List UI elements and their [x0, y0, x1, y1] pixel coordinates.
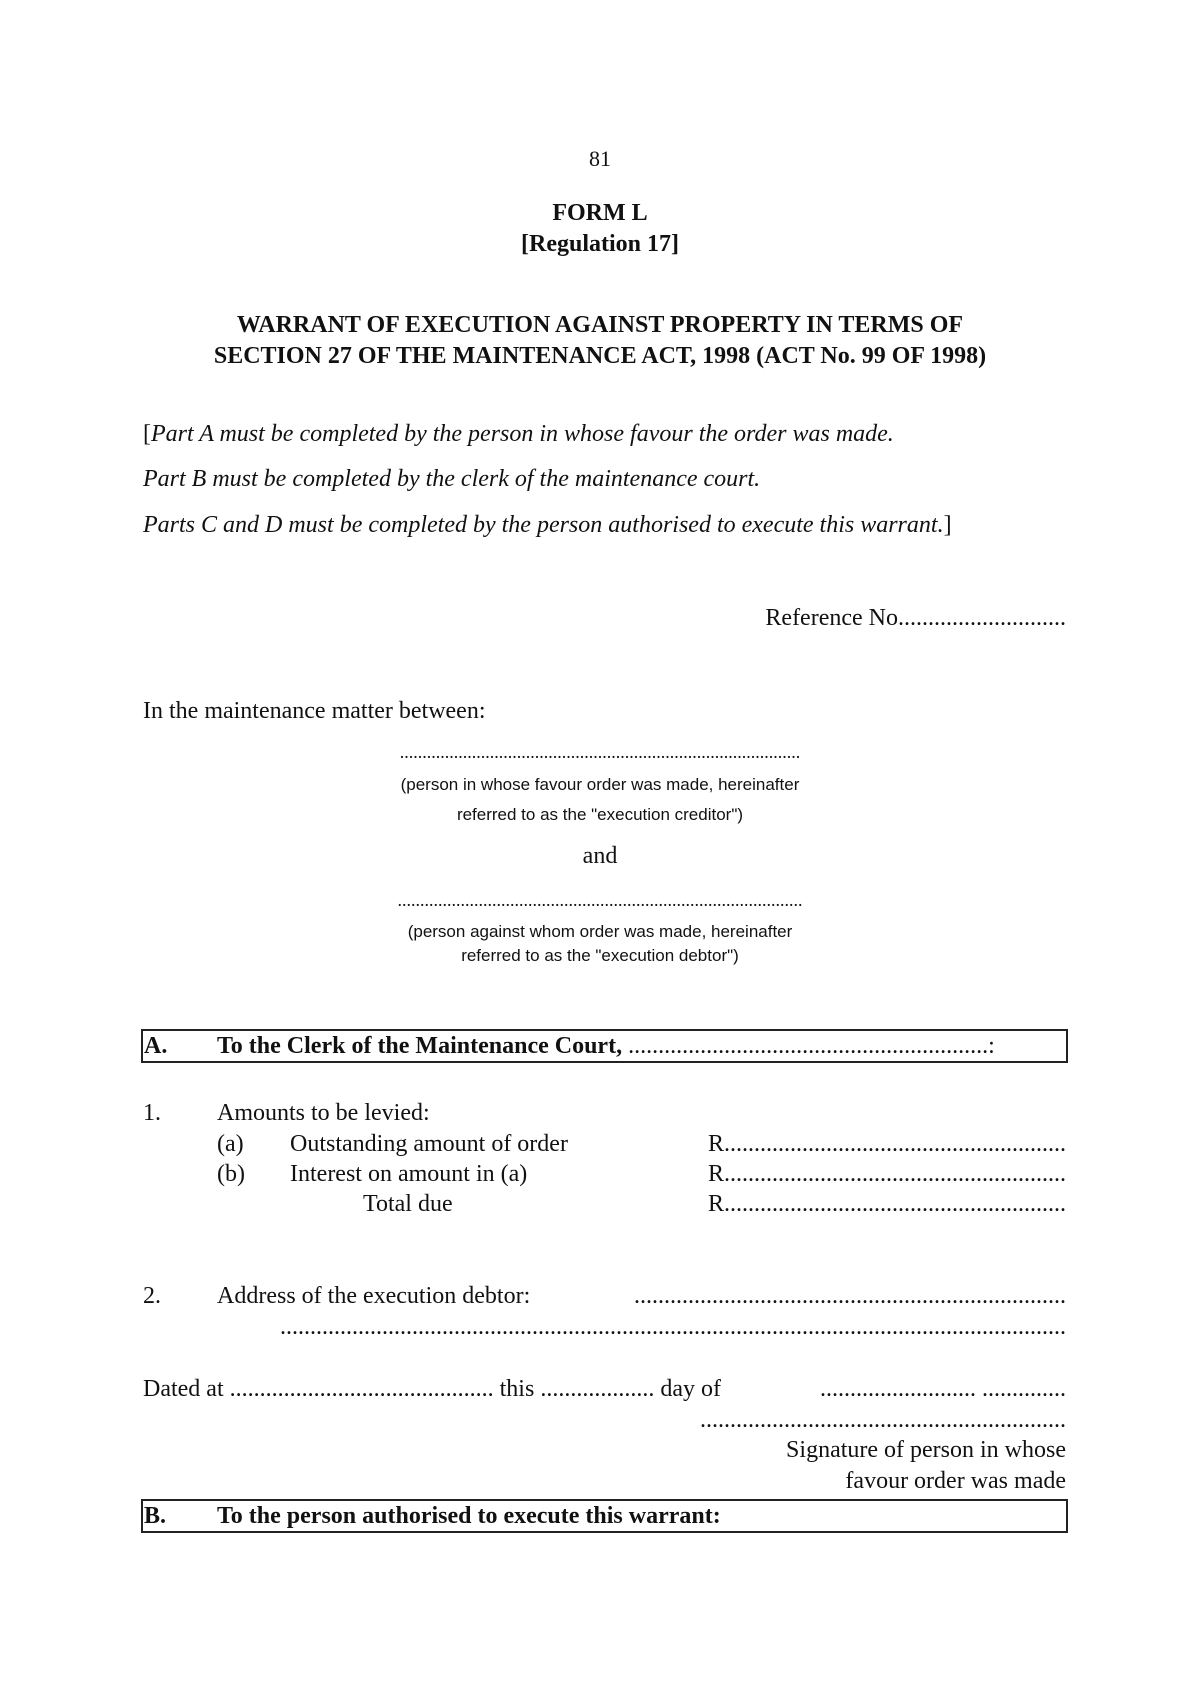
outstanding-amount-field[interactable]: R......................................................... [707, 1131, 1066, 1157]
creditor-name-field[interactable]: ......................................................................................... [399, 742, 801, 762]
open-bracket: [ [143, 421, 151, 447]
year-field[interactable]: .............. [982, 1376, 1066, 1402]
debtor-address-field-2[interactable]: ................................................................................................................................... [280, 1314, 1066, 1340]
heading-line-1: WARRANT OF EXECUTION AGAINST PROPERTY IN TERMS OF [236, 312, 964, 338]
debtor-note-1: (person against whom order was made, hereinafter [407, 922, 793, 941]
court-name-field[interactable]: ............................................................: [628, 1033, 995, 1059]
reference-field[interactable]: ............................ [898, 605, 1066, 631]
instruction-part-a: Part A must be completed by the person in whose favour the order was made. [151, 421, 894, 447]
item-1-label: Amounts to be levied: [217, 1100, 430, 1126]
heading-line-2: SECTION 27 OF THE MAINTENANCE ACT, 1998 (ACT No. 99 OF 1998) [213, 343, 987, 369]
signature-field[interactable]: ............................................................. [700, 1407, 1066, 1433]
amount-row-letter: (b) [217, 1161, 245, 1187]
total-due-label: Total due [363, 1191, 453, 1217]
section-b-title: To the person authorised to execute this warrant: [217, 1503, 721, 1529]
total-due-field[interactable]: R......................................................... [707, 1191, 1066, 1217]
reference-label: Reference No [765, 605, 898, 631]
amount-row-label: Interest on amount in (a) [290, 1161, 528, 1187]
creditor-note-2: referred to as the "execution creditor") [456, 805, 744, 824]
instruction-parts-c-d: Parts C and D must be completed by the person authorised to execute this warrant. [143, 512, 944, 538]
month-field[interactable]: .......................... [820, 1376, 976, 1402]
page-number: 81 [589, 146, 611, 171]
item-1-number: 1. [143, 1100, 161, 1126]
dated-line [143, 1376, 721, 1403]
day-of-label: day of [660, 1376, 721, 1402]
debtor-note-2: referred to as the "execution debtor") [461, 946, 739, 965]
instruction-line-1 [143, 421, 894, 448]
section-a-letter: A. [144, 1033, 168, 1059]
interest-amount-field[interactable]: R......................................................... [707, 1161, 1066, 1187]
creditor-note-1: (person in whose favour order was made, hereinafter [400, 775, 800, 794]
close-bracket: ] [943, 512, 952, 538]
section-b-letter: B. [144, 1503, 167, 1529]
debtor-address-field-1[interactable]: ........................................................................ [634, 1283, 1066, 1309]
dated-at-label: Dated at [143, 1376, 224, 1402]
form-regulation: [Regulation 17] [521, 231, 679, 257]
reference-number [765, 605, 1066, 632]
matter-intro: In the maintenance matter between: [143, 698, 486, 724]
amount-row-letter: (a) [217, 1131, 244, 1157]
amount-row-label: Outstanding amount of order [290, 1131, 568, 1157]
debtor-name-field[interactable]: .......................................................................................... [397, 890, 803, 910]
item-2-number: 2. [143, 1283, 161, 1309]
section-a-title: To the Clerk of the Maintenance Court, [217, 1033, 623, 1059]
signature-caption-2: favour order was made [845, 1468, 1066, 1494]
instruction-line-2: Part B must be completed by the clerk of the maintenance court. [143, 466, 761, 492]
instruction-line-3 [143, 512, 952, 539]
place-field[interactable]: ............................................ [229, 1376, 494, 1402]
item-2-label: Address of the execution debtor: [217, 1283, 531, 1309]
section-a-heading [217, 1033, 995, 1060]
month-year-fields [820, 1376, 1066, 1403]
this-label: this [499, 1376, 535, 1402]
form-title: FORM L [552, 200, 648, 226]
signature-caption-1: Signature of person in whose [786, 1437, 1066, 1463]
day-field[interactable]: ................... [540, 1376, 655, 1402]
and-text: and [582, 843, 618, 869]
